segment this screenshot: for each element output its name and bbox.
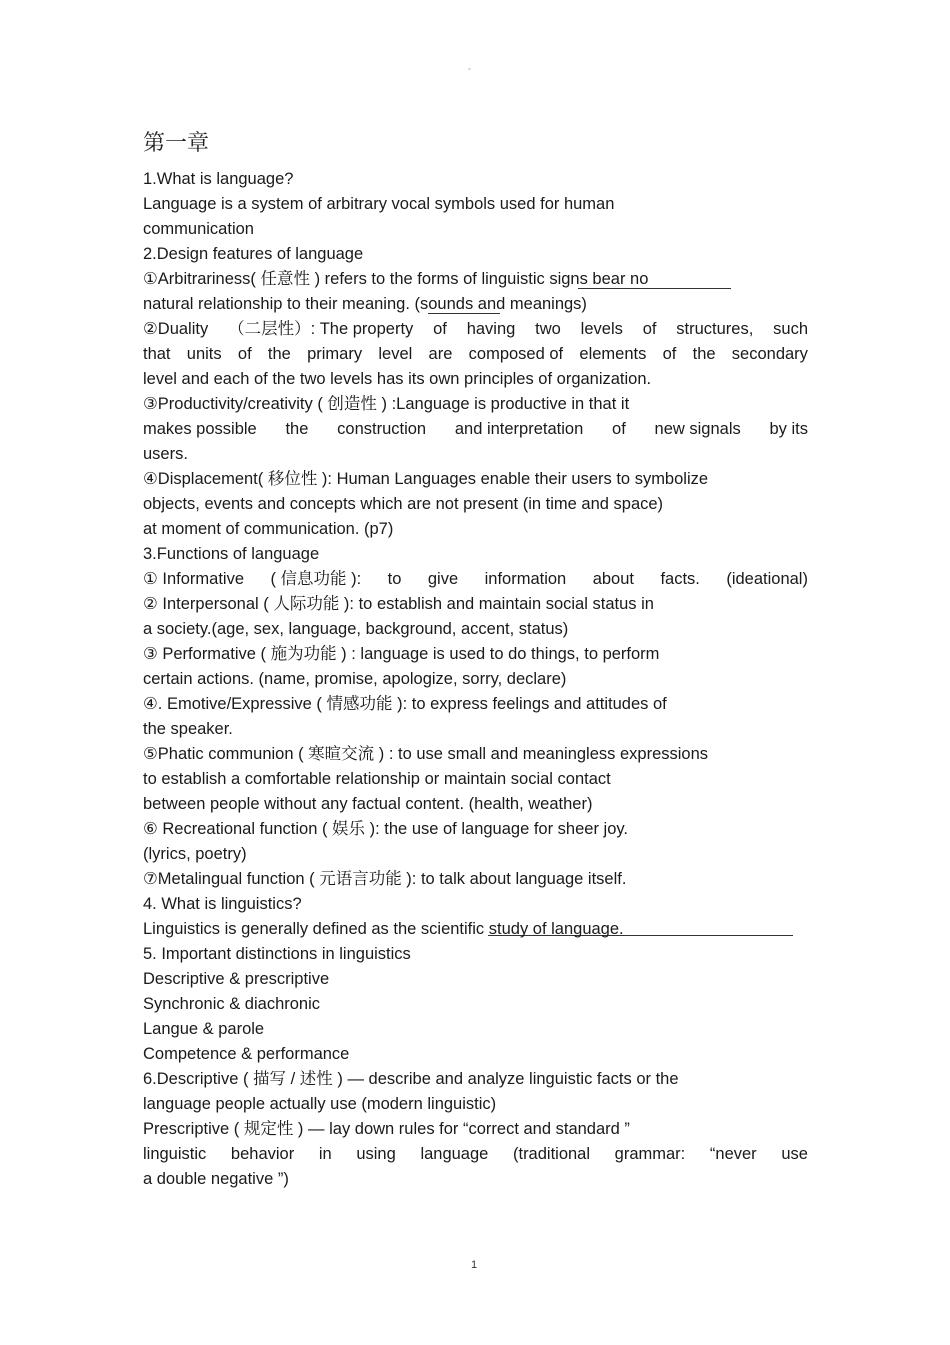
text-word: primary <box>307 345 363 363</box>
document-body <box>143 167 808 1192</box>
text-word: new signals <box>654 420 741 438</box>
text-line: natural relationship to their meaning. (sounds and meanings) <box>143 295 587 313</box>
text-line: language people actually use (modern linguistic) <box>143 1095 497 1113</box>
text-word: makes possible <box>143 420 257 438</box>
text-line: 5. Important distinctions in linguistics <box>143 945 411 963</box>
text-line: Competence & performance <box>143 1045 350 1063</box>
text-word: “never <box>709 1145 757 1163</box>
text-word: of <box>237 345 252 363</box>
text-word: (traditional <box>512 1145 591 1163</box>
text-word: to <box>387 570 402 588</box>
text-word: （二层性）: The property <box>228 320 414 338</box>
text-word: levels <box>580 320 623 338</box>
text-word: structures, <box>676 320 754 338</box>
text-line: ⑤Phatic communion ( 寒暄交流 ) : to use small and meaningless expressions <box>143 745 709 763</box>
text-word: having <box>466 320 516 338</box>
text-word: behavior <box>230 1145 295 1163</box>
text-line: Language is a system of arbitrary vocal symbols used for human <box>143 195 615 213</box>
text-word: using <box>356 1145 396 1163</box>
text-line: 1.What is language? <box>143 170 294 188</box>
text-word: elements <box>579 345 647 363</box>
text-line: a double negative ”) <box>143 1170 289 1188</box>
text-word: level <box>378 345 413 363</box>
text-line: ⑥ Recreational function ( 娱乐 ): the use of language for sheer joy. <box>143 820 628 838</box>
text-line: 3.Functions of language <box>143 545 320 563</box>
text-word: use <box>781 1145 808 1163</box>
text-word: the <box>285 420 309 438</box>
text-word: language <box>420 1145 489 1163</box>
text-line: to establish a comfortable relationship or maintain social contact <box>143 770 611 788</box>
text-line: Langue & parole <box>143 1020 265 1038</box>
text-word: of <box>612 420 626 438</box>
text-word: by its <box>769 420 808 438</box>
text-line: Linguistics is generally defined as the scientific study of language. <box>143 920 624 938</box>
text-word: two <box>535 320 561 338</box>
text-word: about <box>592 570 634 588</box>
text-line: ⑦Metalingual function ( 元语言功能 ): to talk about language itself. <box>143 870 627 888</box>
text-line: ①Arbitrariness( 任意性 ) refers to the forms of linguistic signs bear no <box>143 270 649 288</box>
text-line: certain actions. (name, promise, apologize, sorry, declare) <box>143 670 567 688</box>
text-line <box>143 342 808 367</box>
text-line: at moment of communication. (p7) <box>143 520 394 538</box>
text-word: the <box>267 345 291 363</box>
text-word: units <box>186 345 222 363</box>
page-number: 1 <box>471 1259 478 1271</box>
text-word: (ideational) <box>726 570 808 588</box>
text-word: construction <box>337 420 427 438</box>
text-word: linguistic <box>143 1145 207 1163</box>
text-word: such <box>773 320 808 338</box>
text-line <box>143 417 808 442</box>
text-line: 2.Design features of language <box>143 245 364 263</box>
text-line: ③ Performative ( 施为功能 ) : language is used to do things, to perform <box>143 645 660 663</box>
text-line <box>143 567 808 592</box>
text-word: are <box>428 345 453 363</box>
text-line: 4. What is linguistics? <box>143 895 302 913</box>
text-line: objects, events and concepts which are not present (in time and space) <box>143 495 664 513</box>
text-word: and interpretation <box>454 420 584 438</box>
text-word: ( 信息功能 ): <box>270 570 362 588</box>
text-line: 6.Descriptive ( 描写 / 述性 ) — describe and analyze linguistic facts or the <box>143 1070 679 1088</box>
text-line: ④Displacement( 移位性 ): Human Languages enable their users to symbolize <box>143 470 709 488</box>
text-line: users. <box>143 445 188 463</box>
text-line: Prescriptive ( 规定性 ) — lay down rules for “correct and standard ” <box>143 1120 630 1138</box>
text-line: (lyrics, poetry) <box>143 845 247 863</box>
text-line: Synchronic & diachronic <box>143 995 321 1013</box>
text-word: composed of <box>468 345 564 363</box>
text-line <box>143 1142 808 1167</box>
text-word: give <box>427 570 459 588</box>
text-word: grammar: <box>614 1145 686 1163</box>
text-line <box>143 317 808 342</box>
text-line: Descriptive & prescriptive <box>143 970 330 988</box>
text-word: ① Informative <box>143 570 244 588</box>
text-word: secondary <box>731 345 808 363</box>
text-line: between people without any factual content. (health, weather) <box>143 795 593 813</box>
text-line: a society.(age, sex, language, background, accent, status) <box>143 620 569 638</box>
text-word: ②Duality <box>143 320 209 338</box>
text-line: ② Interpersonal ( 人际功能 ): to establish and maintain social status in <box>143 595 654 613</box>
text-word: that <box>143 345 171 363</box>
text-line: the speaker. <box>143 720 233 738</box>
text-line: communication <box>143 220 254 238</box>
text-word: the <box>692 345 716 363</box>
text-line: level and each of the two levels has its own principles of organization. <box>143 370 652 388</box>
text-line: ④. Emotive/Expressive ( 情感功能 ): to express feelings and attitudes of <box>143 695 667 713</box>
text-word: facts. <box>660 570 700 588</box>
text-line: ③Productivity/creativity ( 创造性 ) :Language is productive in that it <box>143 395 630 413</box>
chapter-title: 第一章 <box>143 131 210 156</box>
text-word: of <box>433 320 447 338</box>
header-mark: ° <box>468 68 471 75</box>
text-word: information <box>484 570 567 588</box>
text-word: of <box>642 320 657 338</box>
text-word: of <box>662 345 677 363</box>
text-word: in <box>318 1145 332 1163</box>
